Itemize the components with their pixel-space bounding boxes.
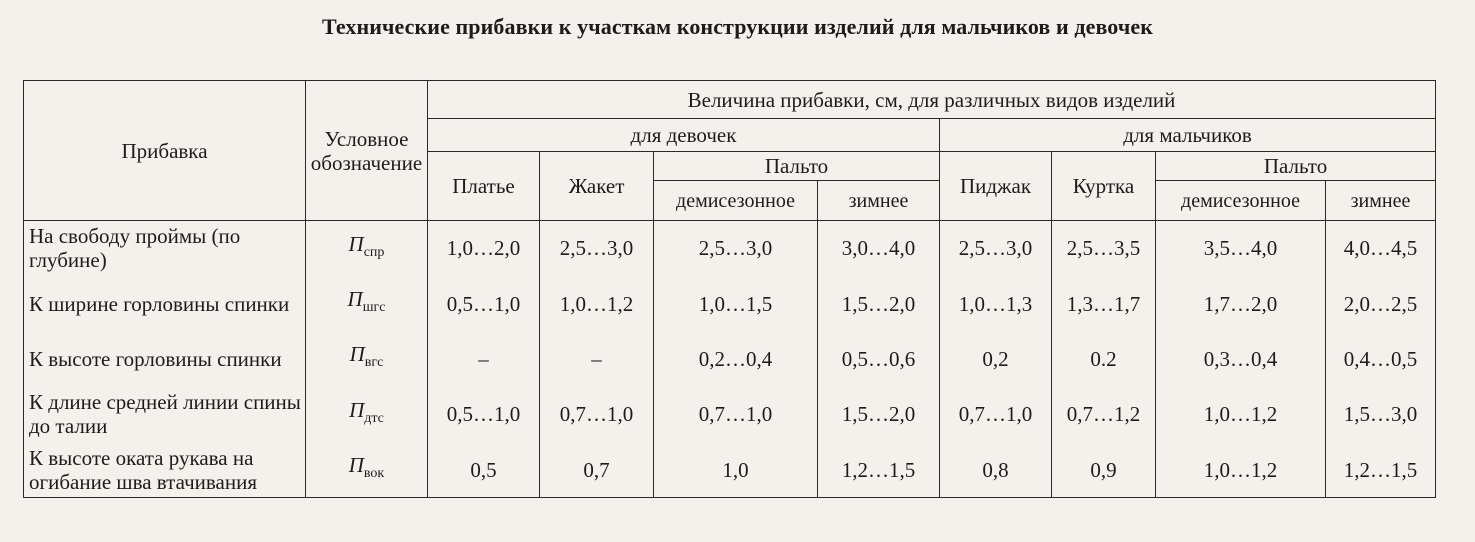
header-girls-coat-winter: зимнее [818,181,940,221]
row-symbol [306,331,428,386]
header-girls-coat-demi: демисезонное [654,181,818,221]
table-row [24,276,1436,331]
table-row [24,387,1436,442]
value-cell: 1,0…1,2 [540,276,654,331]
value-cell: 3,0…4,0 [818,221,940,276]
value-cell: 0,5…1,0 [428,387,540,442]
value-cell: 1,0…1,2 [1156,442,1326,497]
value-cell: 1,7…2,0 [1156,276,1326,331]
value-cell: 0,3…0,4 [1156,331,1326,386]
value-cell: 0,2…0,4 [654,331,818,386]
header-girls: для девочек [428,119,940,152]
table-body [24,221,1436,498]
row-name: К высоте оката рукава на огибание шва втачивания [24,442,306,497]
row-symbol [306,276,428,331]
symbol-letter: П [349,342,365,367]
header-boys-coat-demi: демисезонное [1156,181,1326,221]
row-name: К высоте горловины спинки [24,331,306,386]
value-cell: 0.2 [1052,331,1156,386]
value-cell: 1,5…2,0 [818,276,940,331]
header-boys-jacket: Куртка [1052,152,1156,221]
header-value-group: Величина прибавки, см, для различных видов изделий [428,81,1436,119]
header-girls-dress: Платье [428,152,540,221]
symbol-letter: П [349,397,365,422]
value-cell: 0,2 [940,331,1052,386]
value-cell: 1,5…3,0 [1326,387,1436,442]
value-cell: – [428,331,540,386]
symbol-subscript: шгс [362,300,386,316]
page-title: Технические прибавки к участкам конструкции изделий для мальчиков и девочек [322,14,1153,39]
row-symbol [306,387,428,442]
value-cell: 1,0…2,0 [428,221,540,276]
value-cell: 0,7…1,2 [1052,387,1156,442]
value-cell: 2,5…3,0 [540,221,654,276]
value-cell: 0,7…1,0 [654,387,818,442]
value-cell: 2,5…3,0 [940,221,1052,276]
value-cell: 0,5…1,0 [428,276,540,331]
value-cell: 4,0…4,5 [1326,221,1436,276]
symbol-letter: П [348,453,364,478]
value-cell: 0,4…0,5 [1326,331,1436,386]
row-name: На свободу проймы (по глубине) [24,221,306,276]
header-boys-coat: Пальто [1156,152,1436,181]
allowances-table [23,80,1436,498]
symbol-subscript: дтс [364,410,384,426]
value-cell: 0,8 [940,442,1052,497]
value-cell: 1,3…1,7 [1052,276,1156,331]
row-name: К длине средней линии спины до талии [24,387,306,442]
value-cell: 1,0…1,5 [654,276,818,331]
value-cell: 0,9 [1052,442,1156,497]
header-girls-coat: Пальто [654,152,940,181]
value-cell: 0,7…1,0 [940,387,1052,442]
header-boys-blazer: Пиджак [940,152,1052,221]
header-pribavka: Прибавка [24,81,306,221]
symbol-letter: П [348,231,364,256]
value-cell: 0,7 [540,442,654,497]
value-cell: 0,5…0,6 [818,331,940,386]
header-symbol: Условное обозначение [306,81,428,221]
symbol-subscript: спр [363,244,385,260]
value-cell: 1,0…1,2 [1156,387,1326,442]
value-cell: 1,0…1,3 [940,276,1052,331]
value-cell: 2,0…2,5 [1326,276,1436,331]
value-cell: 1,2…1,5 [818,442,940,497]
value-cell: 0,5 [428,442,540,497]
value-cell: – [540,331,654,386]
value-cell: 2,5…3,5 [1052,221,1156,276]
symbol-letter: П [347,287,363,312]
table-row [24,442,1436,497]
row-symbol [306,442,428,497]
row-name: К ширине горловины спинки [24,276,306,331]
header-boys: для мальчиков [940,119,1436,152]
value-cell: 1,0 [654,442,818,497]
symbol-subscript: вгс [364,355,384,371]
value-cell: 0,7…1,0 [540,387,654,442]
table-row [24,221,1436,276]
value-cell: 1,5…2,0 [818,387,940,442]
value-cell: 3,5…4,0 [1156,221,1326,276]
value-cell: 1,2…1,5 [1326,442,1436,497]
value-cell: 2,5…3,0 [654,221,818,276]
table-row [24,331,1436,386]
symbol-subscript: вок [363,466,385,482]
header-boys-coat-winter: зимнее [1326,181,1436,221]
header-girls-jacket: Жакет [540,152,654,221]
row-symbol [306,221,428,276]
